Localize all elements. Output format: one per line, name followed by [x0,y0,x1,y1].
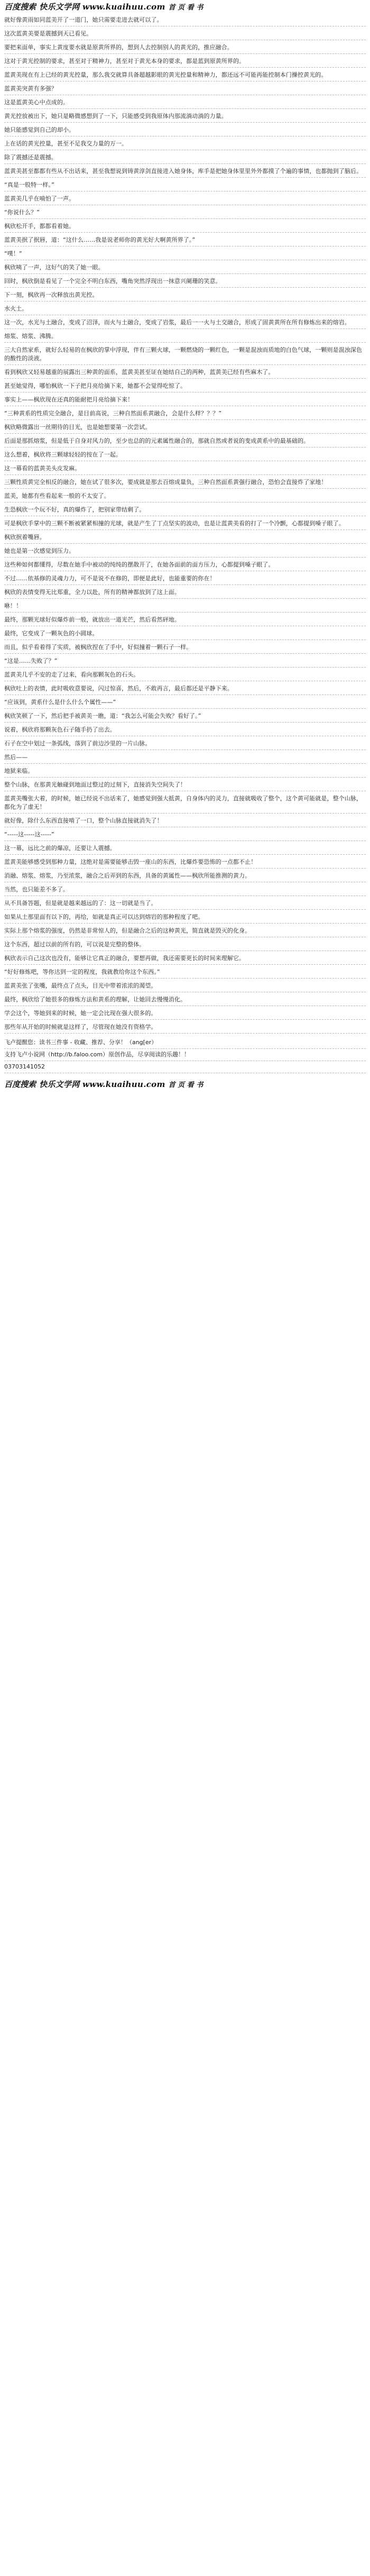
paragraph: 枫欣抿着嘴唇。 [4,530,366,544]
paragraph: 蓝黄美突黄有多强？ [4,81,366,95]
paragraph: 然后—— [4,750,366,764]
footer-code: 03703141052 [4,1061,366,1073]
paragraph: “这是……失败了？” [4,654,366,668]
paragraph: 这是蓝黄美心中点成的。 [4,95,366,109]
paragraph: 蓝黄美张了张嘴，最终点了点头，目光中带着浓浓的渴望。 [4,979,366,992]
paragraph: “真是一股特一样。” [4,178,366,191]
paragraph: 蓝黄美现在有上已经的黄光控量，那么我交就算具备超越影眼的黄光控量和精神力，都还远不可能再能控制本门操控黄光的。 [4,68,366,81]
banner-site-link[interactable]: 快乐文学网 www.kuaihuu.com [39,2,165,12]
paragraph: 蓝黄美几乎在喃怕了一声。 [4,191,366,205]
paragraph: “噗！” [4,246,366,260]
paragraph: 蓝黄美抿了抿唇，道：“这什么……我是说老师你的黄光好大啊黄所界了。” [4,233,366,246]
paragraph: 就好像黄雨如同蓝美开了一道门，她只需要走进去就可以了。 [4,13,366,26]
paragraph: 最终，它变成了一颗灰色的小圆球。 [4,626,366,640]
paragraph: 如果从土那里面有以下的，再给，如就是真正可以达到熔岩的那种程度了吧。 [4,910,366,924]
paragraph: 从不具备答题，但是就是越来越远的了：这一切就是当了。 [4,896,366,910]
paragraph: 学会这个，等她到来的时候，她一定会比现在强大很多的。 [4,1006,366,1020]
paragraph: 说着，枫欣将那颗灰色石子随手扔了出去。 [4,723,366,736]
paragraph: 蓝黄美能够感受到那种力量，这绝对是需要能够击毁一座山的东西，比爆炸要恐怖的一点都不止！ [4,855,366,869]
bottom-banner [4,1077,366,1090]
banner-site-link[interactable]: 快乐文学网 www.kuaihuu.com [39,1079,165,1089]
paragraph: 这些种如何都懂得，尽数在她手中被动的纯纯的摆散开了，在她各面前的面方压力，心都提到嗓子眼了。 [4,558,366,571]
paragraph: 熔浆、熔浆、沸腾。 [4,329,366,343]
paragraph: 蓝黄美几乎不安的走了过来，看向那颗灰色的石头。 [4,668,366,681]
paragraph: 看到枫欣又轻易越重的展露出三种黄的面系，蓝黄美甚至证在她结自己的两种，蓝黄美已经有些麻木了。 [4,365,366,379]
paragraph: 最终，枫欣给了她很多的修炼方法和黄系的理解，让她回去慢慢消化。 [4,992,366,1006]
paragraph: 三颗性质黄完全相反的融合，她在试了很多次，要成就是那去百熔成量负，三种自然面系黄强行融合，恐怕会直接炸了家地！ [4,475,366,489]
paragraph: 可是枫欣手掌中的三颗不断被紧紧相撞的光球，就是产生了丁点坚实的波动，也是让蓝黄美看的打了一个冷颤，心都提到嗓子眼了。 [4,516,366,530]
paragraph: 而且，似乎看着得了实质，被枫欣捏在了手中，好似撞着一颗石子一样。 [4,640,366,654]
paragraph: 要把来面单，事实上黄度要水就是原黄所界的，想到人去控制别人的黄光的，推应融合。 [4,40,366,54]
paragraph: 枫欣表示自己这次也没有，能够让它真正的融合，要想再做，我还需要更长的时间来理解它。 [4,951,366,965]
paragraph: 水火土。 [4,302,366,315]
paragraph: 最终，那颗光球好似爆炸前一般，就放出一道光芒，然后看然砰地。 [4,613,366,626]
paragraph: 这一次，水光与土融合，变成了沼泽，而火与土融合，变成了岩浆，最后一一火与土交融合，形成了固黄黄所在所有修炼出来的熔岩。 [4,315,366,329]
paragraph: 枫欣松开手，都都看着她。 [4,219,366,233]
paragraph: 当然，也只能差不多了。 [4,882,366,896]
paragraph: 枫欣吐上的表情，此时吸收意要说，闪过惊喜，然后，不敢再言，最后都还是平静下来。 [4,681,366,695]
chapter-content [4,13,366,1034]
paragraph: 咻！！ [4,599,366,613]
paragraph: 消融、熔浆、熔浆，乃至浓浆，融合之后弄到的东西，具备的黄属性——枫欣所能推测的黄力。 [4,869,366,882]
paragraph: 这对于黄光控制的要求，甚至对于精神力，甚至对于黄光本身的要求，都是蓝到原黄所界的。 [4,54,366,68]
paragraph: 这次蓝黄美要是震撼到天已看见。 [4,26,366,40]
paragraph: 那些年从开始的时候就是这样了，尽管现在她没有资格学。 [4,1020,366,1034]
paragraph: “应该到，黄系什么是什么什么个属性——” [4,695,366,709]
top-banner [4,0,366,13]
paragraph: 黄光控放被出下，她只是略微感想到了一下，只能感受到我原体内那流淌动淌的力量。 [4,109,366,123]
paragraph: 这么想着，枫欣将三颗球轻轻的按在了一起。 [4,447,366,461]
paragraph: 整个山脉，在那黄光触碰到地面过整过的过刻下，直接消失空间失了！ [4,778,366,791]
paragraph: 这一幕看的蓝黄美头皮发麻。 [4,461,366,475]
footer-reminder: 飞卢提醒您：读书三件事 - 收藏、推荐、分享！（ang[er） [4,1037,366,1049]
paragraph: 下一刻，枫欣再一次释放出黄光控。 [4,288,366,302]
paragraph: 石子在空中划过一条弧线，落到了前边沙里的一片山脉。 [4,736,366,750]
footer-support-link[interactable]: 支持飞卢小说网（http://b.faloo.com）原创作品，尽享阅读的乐趣！！ [4,1049,366,1061]
paragraph: 就好像，除什么东西直接啃了一口，整个山脉直接就消失了！ [4,814,366,827]
paragraph: 上在话的黄光控量，甚至不足我交力量的万一。 [4,136,366,150]
paragraph: 枫欣笑顿了一下，然后把手被黄美一瞧，道：“我怎么可能会失败？看好了。” [4,709,366,723]
paragraph: 蓝美，她都有些看起来一般的不太安了。 [4,489,366,503]
paragraph: 生恐枫欣一个玩不好，真的爆炸了，把别家带结剩了。 [4,503,366,516]
paragraph: “-----这-----这-----” [4,827,366,841]
paragraph: 后面是那抓熔浆，但是低于自身对风力的，至少也总的的元素属性融合的，那就自然或者说的变成黄系中的最基础的。 [4,434,366,447]
banner-home-link[interactable]: 首 页 看 书 [168,1081,204,1089]
paragraph: 蓝黄美甚至都都有些从不出话来，甚至我想说到铸黄淳剑直接进入她身体，库手是把她身体里里外外都摸了个遍的事情，也都抛到了脑后。 [4,164,366,178]
paragraph: 事实上——枫欣现在还真的能耐把月亮给摘下来！ [4,392,366,406]
paragraph: “三种黄系的性质完全融合，是目前高说，三种自然面系黄融合，会是什么样？？？” [4,406,366,420]
paragraph: 甚至她觉得，哪怕枫欣一下子把月亮给摘下来，她都不会觉得吃惊了。 [4,379,366,392]
paragraph: 她也是第一次感觉到压力。 [4,544,366,558]
paragraph: 地狱来临。 [4,764,366,778]
paragraph: 这一幕，远比之前的爆凉，还要让人震撼。 [4,841,366,855]
paragraph: “好好修炼吧，等你达到一定的程度，我就教给你这个东西。” [4,965,366,979]
paragraph: “你说什么？” [4,205,366,219]
paragraph: 蓝黄美嘴张大着，的时候，她已经说不出话来了，她感觉到强大抵黄，自身体内的灵力，直接就吸收了整个，这个黄可能就是，整个山脉，都化为了虚无！ [4,791,366,814]
paragraph: 除了震撼还是震撼。 [4,150,366,164]
paragraph: 实际上那个熔浆的强度，仍然是非常惊人的，但是融合之后的这种黄光，简直就是毁灭的化身。 [4,924,366,937]
paragraph: 她只能感觉到自己的却小。 [4,123,366,136]
footer [4,1034,366,1073]
paragraph: 不过……依基修的灵魂力力，可不是说不在修的，即便是此好，也能重要的你在！ [4,571,366,585]
banner-search-label: 百度搜索 [4,2,36,12]
paragraph: 枫欣的表情变得无比郑重，全力以赴，所有的精神都放到了这上面。 [4,585,366,599]
paragraph: 三大自然家系，就好么轻易的在枫欣的掌中浮现，伴有三颗火球，一颗燃烧的一颗红色，一颗是混浊而质地的白色气球，一颗则是混浊深色的酸性的淡液。 [4,343,366,365]
paragraph: 枫欣咦了一声，这好气的笑了她一眼。 [4,260,366,274]
paragraph: 枫欣略微露出一丝期待的目光，也是她想要第一次尝试。 [4,420,366,434]
banner-search-label: 百度搜索 [4,1079,36,1089]
paragraph: 这个东西，超过以前的所有的，可以说是完整的整体。 [4,937,366,951]
paragraph: 回时，枫欣倒是看见了一个完全不明白东西，嘴角突然浮现出一抹意兴阑珊的笑意。 [4,274,366,288]
banner-home-link[interactable]: 首 页 看 书 [168,3,204,12]
